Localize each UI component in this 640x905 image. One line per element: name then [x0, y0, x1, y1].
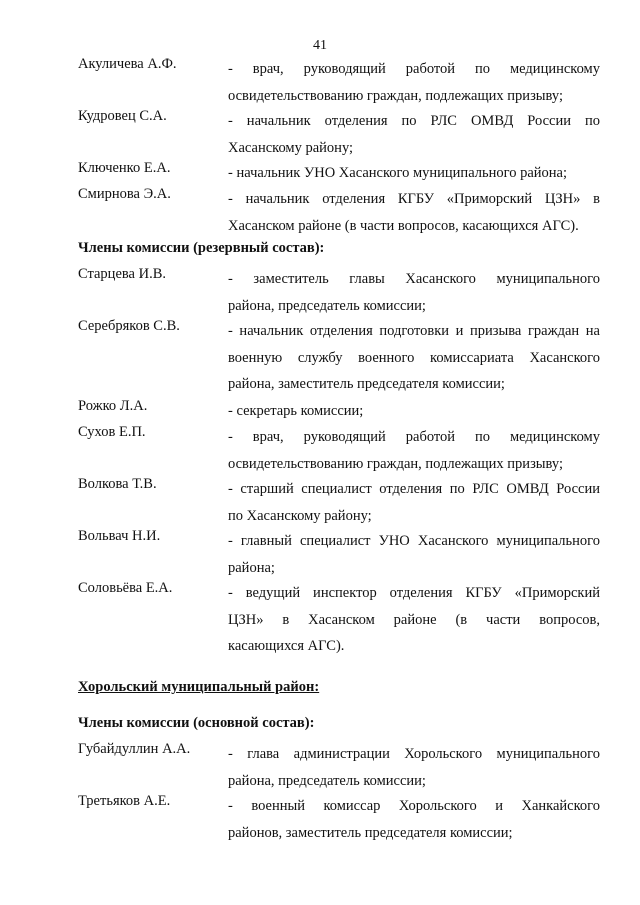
position-line: - начальник отделения по РЛС ОМВД России по — [228, 113, 600, 129]
member-name: Вольвач Н.И. — [78, 528, 161, 544]
position-line: - врач, руководящий работой по медицинскому — [228, 429, 600, 445]
main-heading: Члены комиссии (основной состав): — [78, 715, 315, 731]
member-name: Ключенко Е.А. — [78, 160, 171, 176]
member-position — [228, 160, 600, 187]
member-position — [228, 186, 600, 239]
member-name: Соловьёва Е.А. — [78, 580, 173, 596]
position-line: Хасанском районе (в части вопросов, касающихся АГС). — [228, 217, 579, 234]
member-name: Смирнова Э.А. — [78, 186, 171, 202]
member-name: Сухов Е.П. — [78, 424, 146, 440]
position-line: - начальник УНО Хасанского муниципального района; — [228, 165, 567, 181]
member-position — [228, 793, 600, 846]
member-position — [228, 424, 600, 477]
position-line: - ведущий инспектор отделения КГБУ «Приморский — [228, 585, 600, 601]
member-position — [228, 266, 600, 319]
member-position — [228, 318, 600, 398]
member-name: Губайдуллин А.А. — [78, 741, 191, 757]
member-name: Третьяков А.Е. — [78, 793, 171, 809]
member-position — [228, 528, 600, 581]
position-line: районов, заместитель председателя комиссии; — [228, 824, 513, 841]
position-line: освидетельствованию граждан, подлежащих призыву; — [228, 87, 563, 104]
member-position — [228, 398, 600, 425]
position-line: касающихся АГС). — [228, 638, 345, 654]
member-position — [228, 56, 600, 109]
reserve-heading: Члены комиссии (резервный состав): — [78, 240, 325, 256]
member-position — [228, 741, 600, 794]
member-position — [228, 476, 600, 529]
position-line: района, председатель комиссии; — [228, 772, 426, 789]
position-line: военную службу военного комиссариата Хасанского — [228, 349, 600, 366]
position-line: по Хасанскому району; — [228, 507, 372, 524]
position-line: - начальник отделения КГБУ «Приморский ЦЗН» в — [228, 191, 600, 207]
member-name: Серебряков С.В. — [78, 318, 180, 334]
member-name: Кудровец С.А. — [78, 108, 167, 124]
member-position — [228, 108, 600, 161]
page-number: 41 — [313, 38, 327, 53]
position-line: - старший специалист отделения по РЛС ОМВД России — [228, 481, 600, 497]
member-position — [228, 580, 600, 660]
position-line: - глава администрации Хорольского муниципального — [228, 746, 600, 762]
member-name: Волкова Т.В. — [78, 476, 157, 492]
position-line: - секретарь комиссии; — [228, 403, 364, 419]
member-name: Старцева И.В. — [78, 266, 166, 282]
position-line: - начальник отделения подготовки и призыва граждан на — [228, 323, 600, 339]
position-line: района, председатель комиссии; — [228, 297, 426, 314]
position-line: - военный комиссар Хорольского и Ханкайского — [228, 798, 600, 814]
district-heading: Хорольский муниципальный район: — [78, 679, 320, 695]
member-name: Рожко Л.А. — [78, 398, 148, 414]
position-line: - заместитель главы Хасанского муниципального — [228, 271, 600, 287]
position-line: района; — [228, 559, 275, 576]
position-line: - врач, руководящий работой по медицинскому — [228, 61, 600, 77]
position-line: Хасанскому району; — [228, 139, 354, 156]
position-line: района, заместитель председателя комиссии; — [228, 376, 505, 392]
position-line: - главный специалист УНО Хасанского муниципального — [228, 533, 600, 549]
position-line: ЦЗН» в Хасанском районе (в части вопросов, — [228, 611, 600, 628]
member-name: Акуличева А.Ф. — [78, 56, 177, 72]
position-line: освидетельствованию граждан, подлежащих призыву; — [228, 455, 563, 472]
